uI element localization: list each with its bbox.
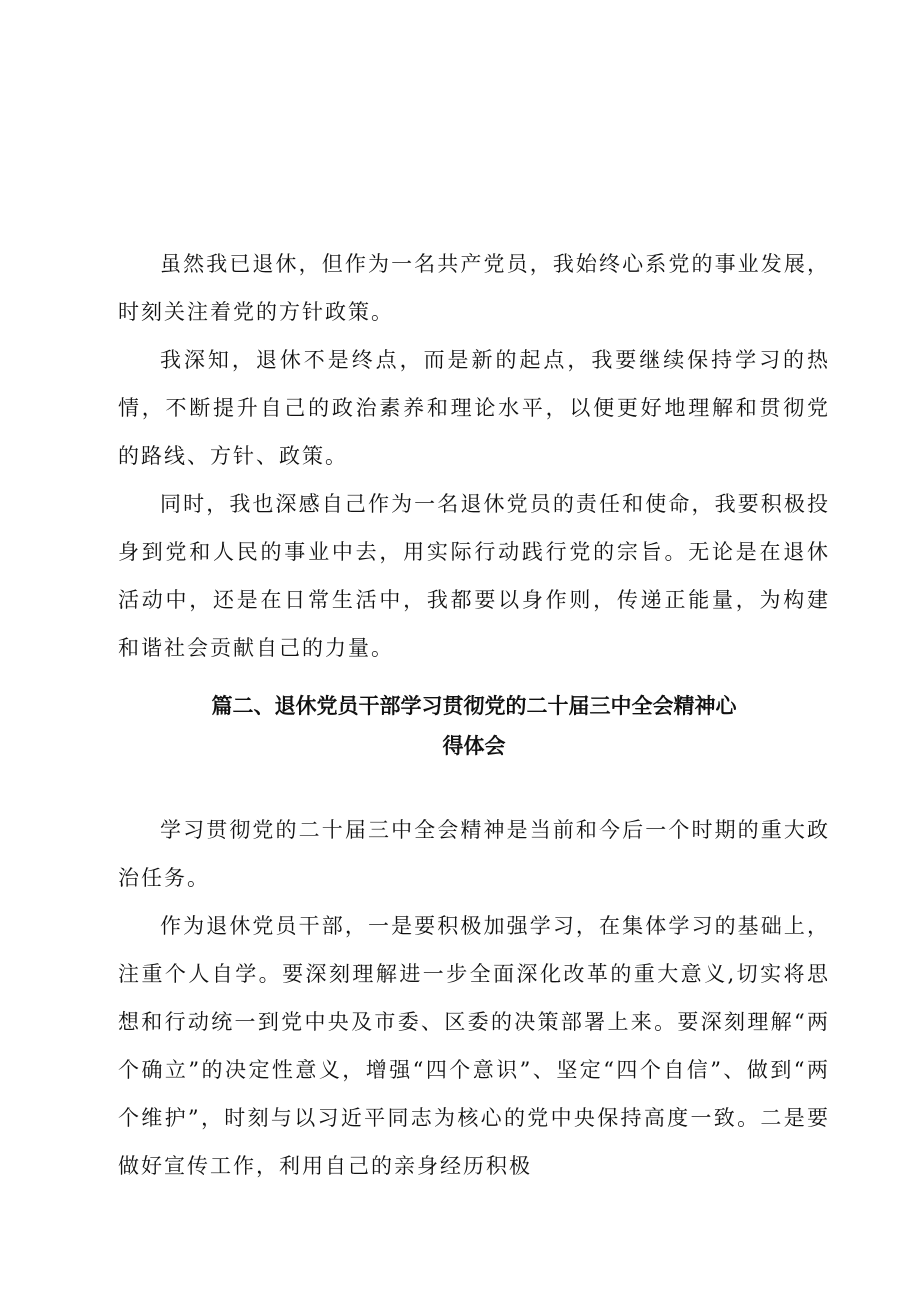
paragraph-retired-party-member: 虽然我已退休，但作为一名共产党员，我始终心系党的事业发展，时刻关注着党的方针政策。 [118,252,830,324]
paragraph-new-starting-point: 我深知，退休不是终点，而是新的起点，我要继续保持学习的热情，不断提升自己的政治素养和理论水平，以便更好地理解和贯彻党的路线、方针、政策。 [118,348,830,468]
heading-line-1: 篇二、退休党员干部学习贯彻党的二十届三中全会精神心 [211,694,737,718]
heading-line-2: 得体会 [442,734,506,758]
paragraph-major-political-task: 学习贯彻党的二十届三中全会精神是当前和今后一个时期的重大政治任务。 [118,818,830,890]
section-two-heading [118,686,830,766]
paragraph-strengthen-learning: 作为退休党员干部，一是要积极加强学习，在集体学习的基础上，注重个人自学。要深刻理解进一步全面深化改革的重大意义,切实将思想和行动统一到党中央及市委、区委的决策部署上来。要深刻理解“两个确立”的决定性意义，增强“四个意识”、坚定“四个自信”、做到“两个维护”，时刻与以习近平同志为核心的党中央保持高度一致。二是要做好宣传工作，利用自己的亲身经历积极 [118,914,830,1178]
paragraph-responsibility-mission: 同时，我也深感自己作为一名退休党员的责任和使命，我要积极投身到党和人民的事业中去，用实际行动践行党的宗旨。无论是在退休活动中，还是在日常生活中，我都要以身作则，传递正能量，为构建和谐社会贡献自己的力量。 [118,492,830,660]
section-two-body [118,806,830,1190]
section-one-body [118,240,830,672]
